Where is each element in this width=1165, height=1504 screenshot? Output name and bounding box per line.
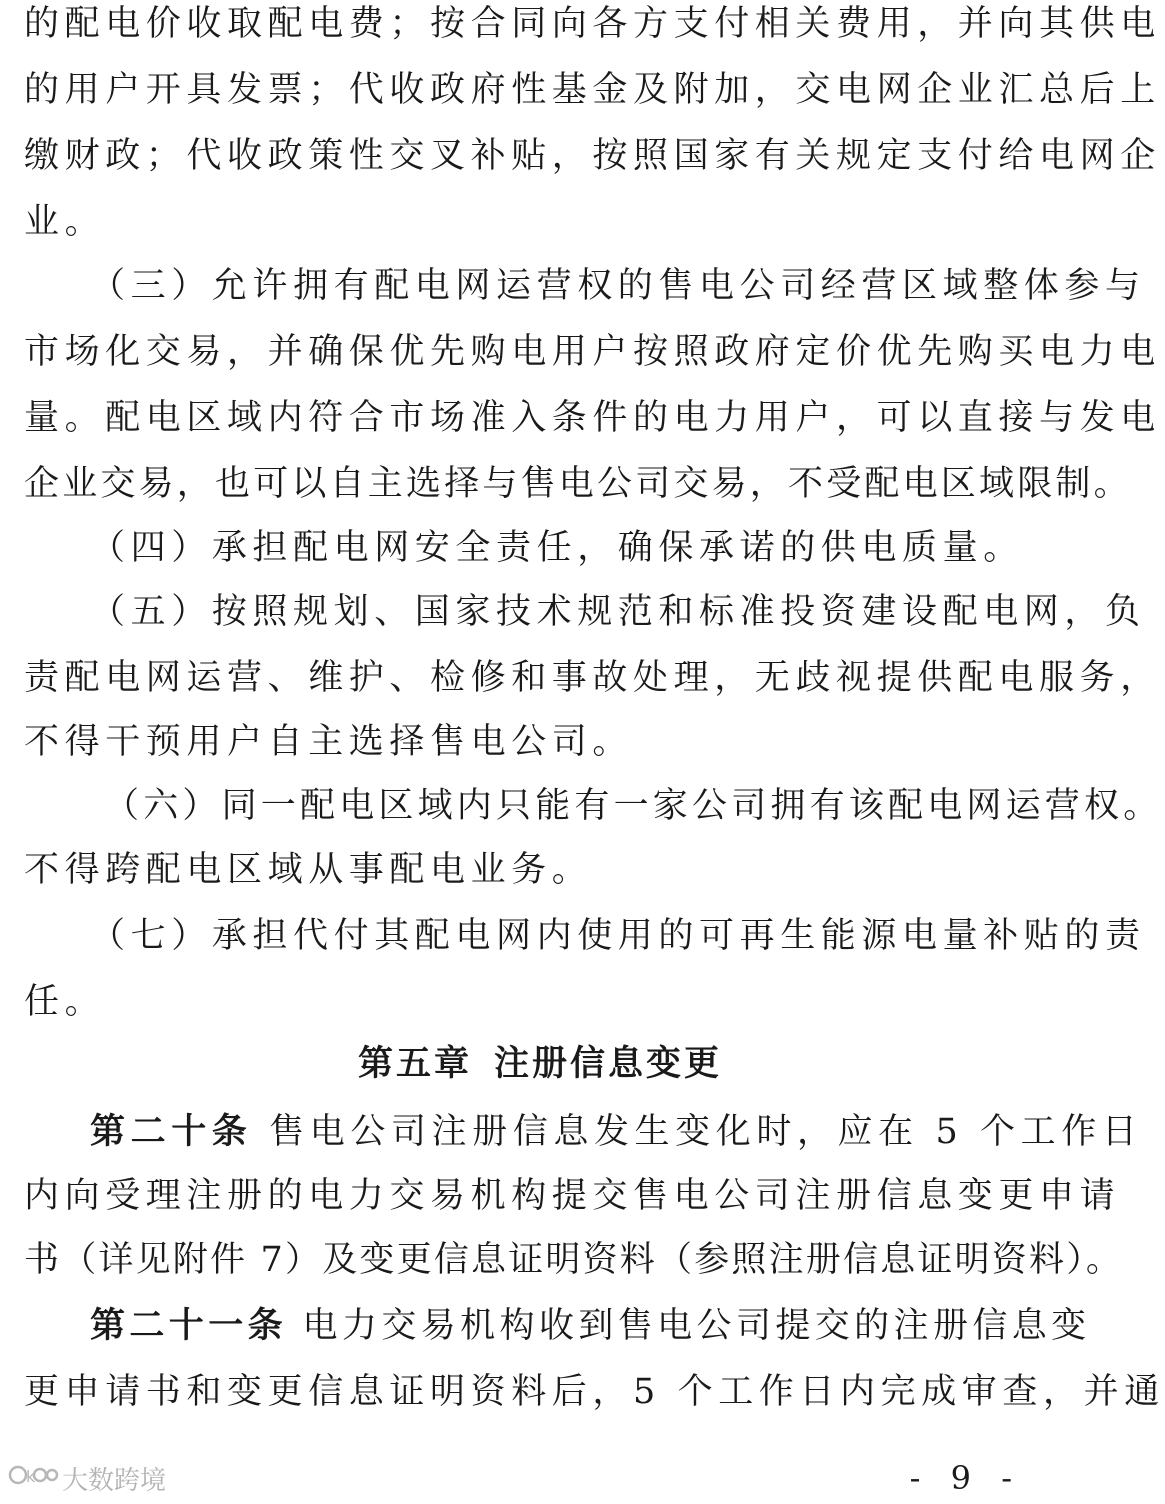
clause-4-line-1: （四）承担配电网安全责任，确保承诺的供电质量。 (90, 528, 1024, 568)
clause-5-line-3: 不得干预用户自主选择售电公司。 (24, 722, 634, 762)
article-20-label: 第二十条 (90, 1112, 253, 1152)
chapter-title: 注册信息变更 (494, 1044, 723, 1084)
article-20-line-2: 内向受理注册的电力交易机构提交售电公司注册信息变更申请 (24, 1176, 1121, 1216)
body-line-2: 的用户开具发票；代收政府性基金及附加，交电网企业汇总后上 (24, 70, 1161, 110)
clause-3-line-3: 量。配电区域内符合市场准入条件的电力用户，可以直接与发电 (24, 398, 1161, 438)
body-line-4: 业。 (24, 202, 106, 242)
article-21-label: 第二十一条 (90, 1306, 288, 1346)
clause-6-line-1: （六）同一配电区域内只能有一家公司拥有该配电网运营权。 (104, 786, 1163, 826)
chapter-heading (0, 1042, 1080, 1086)
article-20-text-1: 售电公司注册信息发生变化时，应在 5 个工作日 (269, 1112, 1143, 1152)
watermark (6, 1460, 166, 1496)
body-line-1: 的配电价收取配电费；按合同向各方支付相关费用，并向其供电 (24, 4, 1161, 44)
watermark-text: 大数跨境 (62, 1465, 167, 1496)
clause-3-line-1: （三）允许拥有配电网运营权的售电公司经营区域整体参与 (90, 266, 1146, 306)
article-21-line-2: 更申请书和变更信息证明资料后，5 个工作日内完成审查，并通 (24, 1372, 1165, 1412)
article-21-text-1: 电力交易机构收到售电公司提交的注册信息变 (302, 1306, 1091, 1346)
clause-7-line-1: （七）承担代付其配电网内使用的可再生能源电量补贴的责 (90, 916, 1146, 956)
clause-3-line-2: 市场化交易，并确保优先购电用户按照政府定价优先购买电力电 (24, 332, 1161, 372)
chapter-number: 第五章 (357, 1044, 472, 1084)
svg-text:k: k (26, 1466, 36, 1486)
clause-5-line-1: （五）按照规划、国家技术规范和标准投资建设配电网，负 (90, 592, 1146, 632)
clause-3-line-4: 企业交易，也可以自主选择与售电公司交易，不受配电区域限制。 (24, 464, 1132, 504)
clause-6-line-2: 不得跨配电区域从事配电业务。 (24, 850, 593, 890)
clause-5-line-2: 责配电网运营、维护、检修和事故处理，无歧视提供配电服务， (24, 658, 1161, 698)
page-number: - 9 - (909, 1459, 1022, 1497)
article-21-line-1 (90, 1304, 1091, 1348)
clause-7-line-2: 任。 (24, 982, 106, 1022)
watermark-logo-icon (6, 1460, 58, 1497)
body-line-3: 缴财政；代收政策性交叉补贴，按照国家有关规定支付给电网企 (24, 136, 1161, 176)
article-20-line-1 (90, 1110, 1143, 1154)
article-20-line-3: 书（详见附件 7）及变更信息证明资料（参照注册信息证明资料）。 (24, 1240, 1124, 1280)
